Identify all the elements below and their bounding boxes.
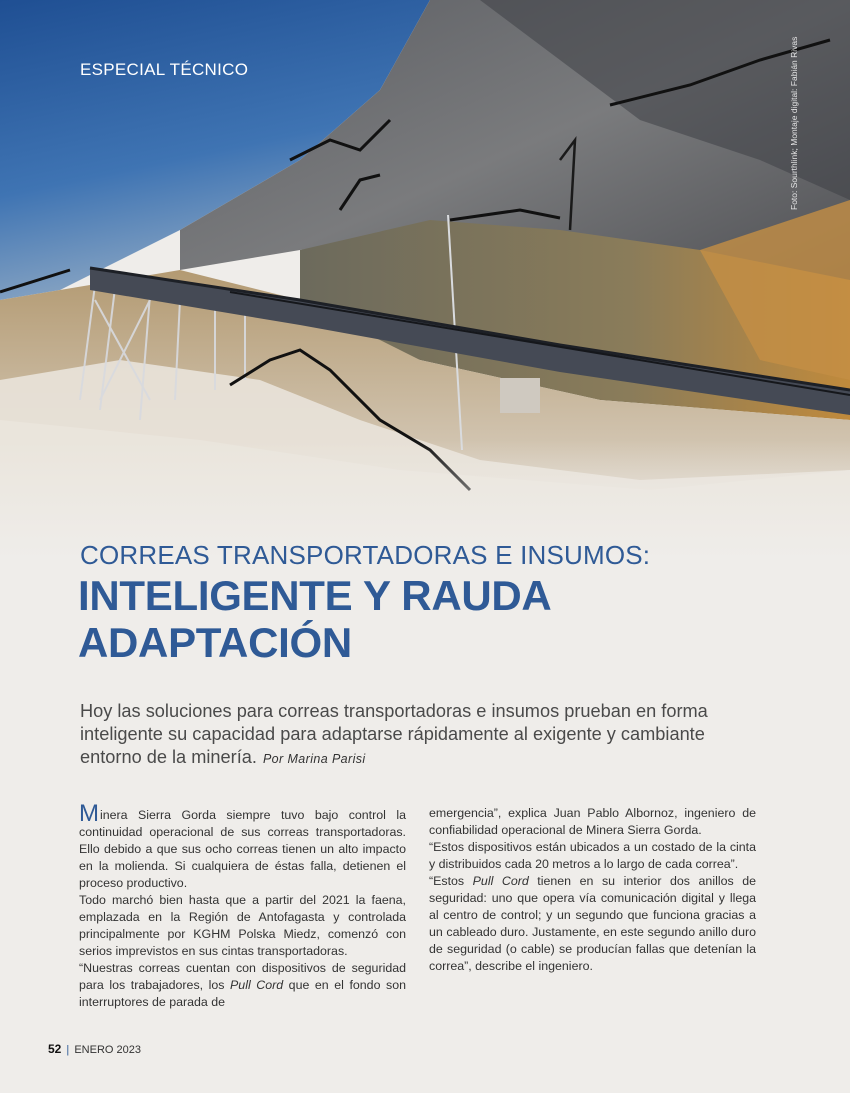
paragraph: Todo marchó bien hasta que a partir del 2021 la faena, emplazada en la Región de Antofagasta y controlada principalmente por KGHM Polska Miedz, comenzó con serios imprevistos en sus cintas transportadoras. <box>79 893 406 958</box>
paragraph-text: que en el fondo son interruptores de parada de <box>79 978 406 1009</box>
paragraph-text: “Estos <box>429 874 473 888</box>
paragraph <box>79 800 406 892</box>
paragraph: emergencia”, explica Juan Pablo Albornoz, ingeniero de confiabilidad operacional de Minera Sierra Gorda. <box>429 806 756 837</box>
article-kicker: CORREAS TRANSPORTADORAS E INSUMOS: <box>80 540 651 570</box>
byline: Por Marina Parisi <box>262 752 366 766</box>
title-line-2: ADAPTACIÓN <box>78 619 352 666</box>
paragraph: “Estos dispositivos están ubicados a un costado de la cinta y distribuidos cada 20 metros a lo largo de cada correa”. <box>429 840 756 871</box>
drop-cap: M <box>79 800 99 827</box>
page-number: 52 <box>48 1042 62 1056</box>
paragraph-text: “Nuestras correas cuentan con dispositivos de seguridad para los trabajadores, los <box>79 961 406 992</box>
title-line-1: INTELIGENTE Y RAUDA <box>78 572 552 619</box>
paragraph <box>79 960 406 1011</box>
photo-credit: Foto: Sourthlink; Montaje digital: Fabián Rivas <box>789 36 799 210</box>
paragraph-text: tienen en su interior dos anillos de seguridad: uno que opera vía comunicación digital y llega al centro de control; y un segundo que funciona gracias a un cableado duro. Justamente, en este segundo anillo duro de seguridad (o cable) se producían fallas que detenían la correa”, describe el ingeniero. <box>429 874 756 973</box>
section-label: ESPECIAL TÉCNICO <box>80 60 249 79</box>
article-title <box>78 572 551 666</box>
emphasis: Pull Cord <box>472 874 529 888</box>
body-column-left <box>79 800 406 1011</box>
paragraph-text: inera Sierra Gorda siempre tuvo bajo control la continuidad operacional de sus correas transportadoras. Ello debido a que sus ocho correas tienen un alto impacto en la molienda. Si cualquiera de éstas falla, detienen el proceso productivo. <box>79 808 406 890</box>
folio-separator: | <box>66 1044 70 1056</box>
article-lede <box>80 700 760 771</box>
body-column-right <box>429 805 756 975</box>
issue-date: ENERO 2023 <box>74 1044 141 1056</box>
emphasis: Pull Cord <box>230 978 284 992</box>
paragraph <box>429 873 756 975</box>
lede-text: Hoy las soluciones para correas transportadoras e insumos prueban en forma inteligente su capacidad para adaptarse rápidamente al exigente y cambiante entorno de la minería. <box>80 701 708 767</box>
page-folio <box>48 1042 141 1056</box>
